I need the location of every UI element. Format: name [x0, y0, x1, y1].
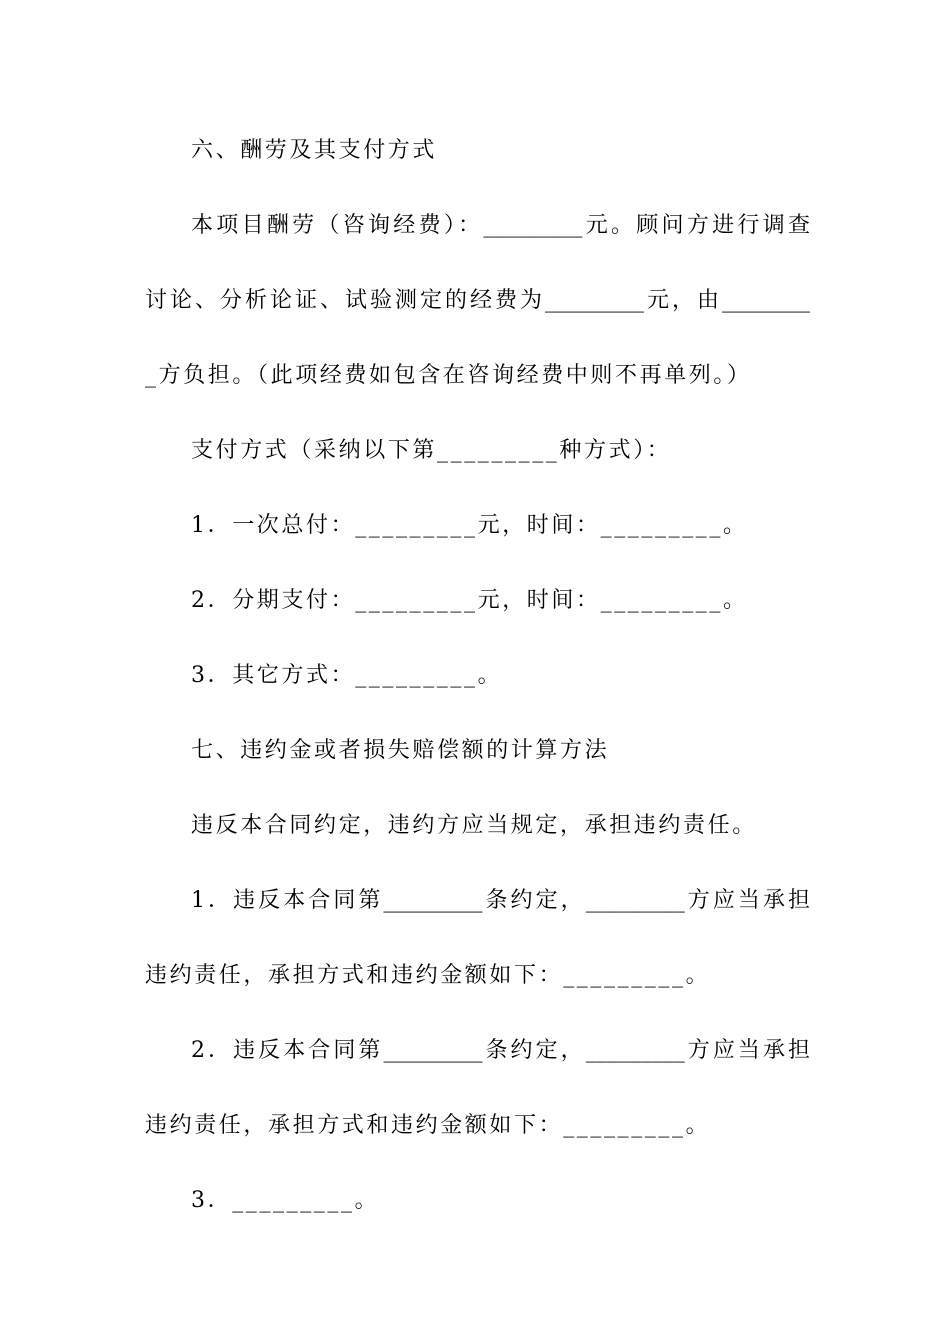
paragraph-line: 讨论、分析论证、试验测定的经费为_________元，由________ [145, 288, 810, 313]
paragraph-line: 违约责任，承担方式和违约金额如下：_________。 [145, 963, 711, 988]
paragraph-line: 违反本合同约定，违约方应当规定，承担违约责任。 [191, 813, 757, 838]
list-item: 3．_________。 [191, 1188, 380, 1213]
paragraph-line: 违约责任，承担方式和违约金额如下：_________。 [145, 1113, 711, 1138]
section-heading-penalty: 七、违约金或者损失赔偿额的计算方法 [191, 738, 610, 763]
list-item: 2．违反本合同第_________条约定，_________方应当承担 [191, 1038, 810, 1063]
paragraph-line: 支付方式（采纳以下第_________种方式）： [191, 438, 672, 463]
list-item: 3．其它方式：_________。 [191, 663, 503, 688]
document-body [145, 128, 810, 1253]
section-heading-remuneration: 六、酬劳及其支付方式 [191, 138, 438, 163]
paragraph-line: 本项目酬劳（咨询经费）：_________元。顾问方进行调查 [191, 213, 810, 238]
list-item: 1．违反本合同第_________条约定，_________方应当承担 [191, 888, 810, 913]
paragraph-line: _方负担。（此项经费如包含在咨询经费中则不再单列。） [145, 363, 752, 388]
list-item: 2．分期支付：_________元，时间：_________。 [191, 588, 748, 613]
list-item: 1．一次总付：_________元，时间：_________。 [191, 513, 748, 538]
